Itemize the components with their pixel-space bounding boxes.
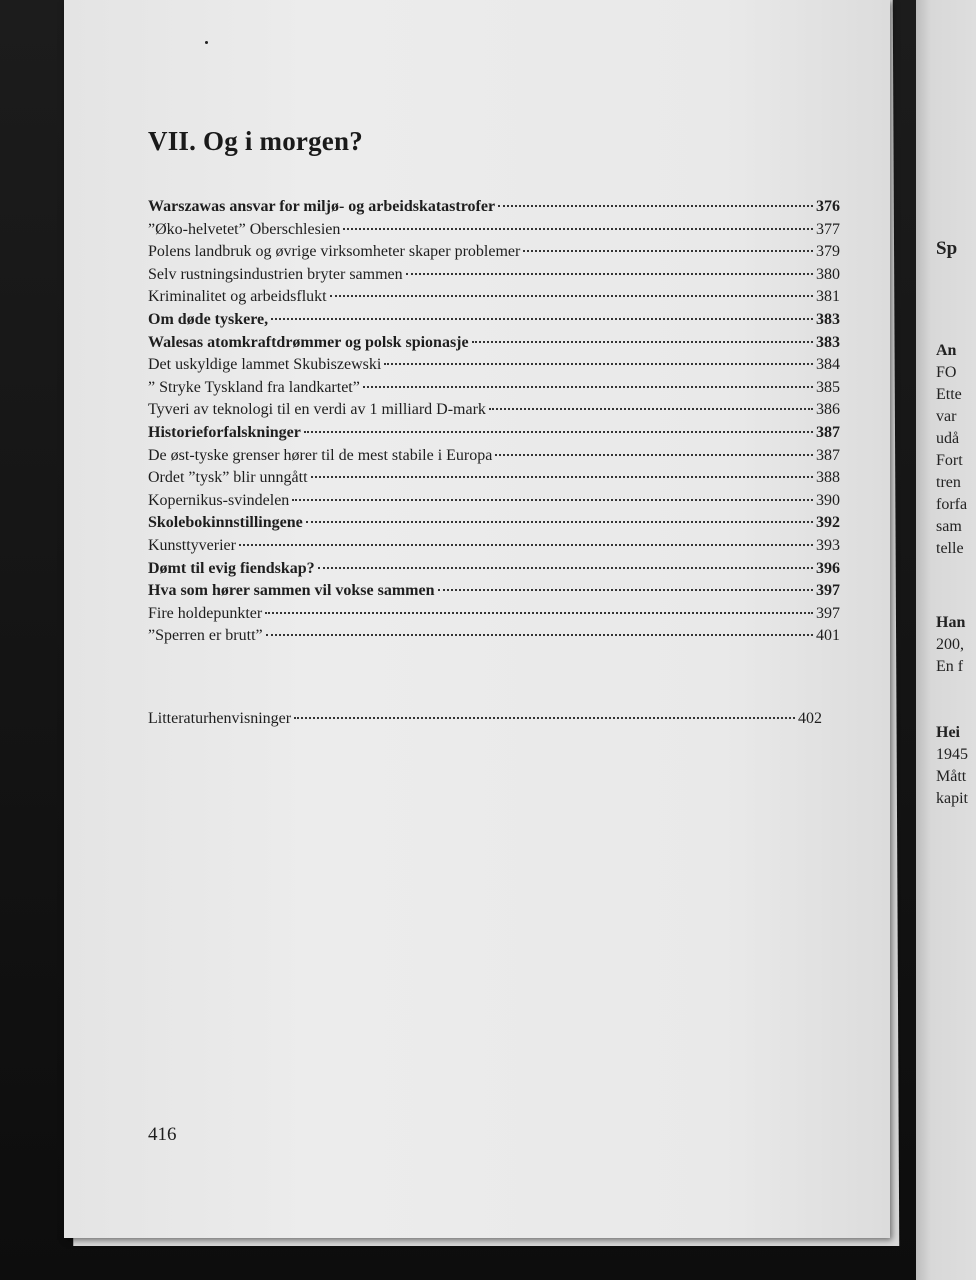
toc-entry [148, 243, 840, 266]
toc-entry-page: 397 [816, 582, 840, 600]
toc-entry [148, 356, 840, 379]
toc-entry-references [148, 710, 822, 733]
toc-entry-page: 392 [816, 514, 840, 532]
toc-entry-page: 390 [816, 491, 840, 509]
toc-entry-title: De øst-tyske grenser hører til de mest stabile i Europa [148, 446, 493, 464]
toc-entry-title: Walesas atomkraftdrømmer og polsk spionasje [148, 333, 469, 351]
dot-leader [306, 521, 813, 523]
toc-entry-page: 376 [816, 198, 840, 215]
facing-page-text-fragment: Han [936, 614, 966, 631]
toc-entry [148, 379, 840, 402]
page-number: 416 [148, 1124, 177, 1145]
dot-leader [239, 544, 813, 546]
facing-page-text-fragment: Sp [936, 238, 958, 259]
facing-page-text-fragment: An [936, 342, 957, 359]
toc-entry-page: 397 [816, 604, 840, 622]
toc-entry-page: 387 [816, 423, 840, 441]
chapter-title: VII. Og i morgen? [148, 126, 363, 156]
toc-entry [148, 198, 840, 221]
facing-page-text-fragment: sam [936, 518, 962, 535]
dot-leader [438, 589, 813, 591]
toc-entry-title: ”Øko-helvetet” Oberschlesien [148, 220, 341, 238]
toc-entry-title: Skolebokinnstillingene [148, 514, 303, 532]
toc-entry-page: 384 [816, 356, 840, 374]
dot-leader [498, 205, 813, 207]
dot-leader [294, 717, 795, 719]
toc-entry-title: Historieforfalskninger [148, 423, 301, 441]
toc-entry-page: 379 [816, 243, 840, 261]
facing-page-text-fragment: tren [936, 474, 961, 491]
dot-leader [266, 634, 813, 636]
facing-page-text-fragment: Hei [936, 724, 960, 741]
toc-entry-page: 388 [816, 469, 840, 487]
toc-entry-title: Selv rustningsindustrien bryter sammen [148, 265, 403, 283]
toc-entry [148, 424, 840, 447]
toc-entry [148, 266, 840, 289]
toc-entry-title: Kriminalitet og arbeidsflukt [148, 288, 327, 306]
toc-entry [148, 288, 840, 311]
facing-page-text-fragment: forfa [936, 496, 968, 513]
dot-leader [406, 273, 813, 275]
toc-entry-title: ” Stryke Tyskland fra landkartet” [148, 378, 360, 396]
dot-leader [318, 567, 813, 569]
dot-leader [330, 295, 813, 297]
toc-entry-page: 377 [816, 220, 840, 238]
toc-entry [148, 401, 840, 424]
book-page-right [916, 0, 976, 1280]
dot-leader [265, 612, 813, 614]
dot-leader [363, 386, 813, 388]
toc-entry-title: Kopernikus-svindelen [148, 491, 290, 509]
toc-entry [148, 221, 840, 244]
toc-entry [148, 469, 840, 492]
dot-leader [292, 499, 813, 501]
dot-leader [495, 454, 813, 456]
toc-entry-page: 402 [798, 710, 822, 727]
toc-entry [148, 537, 840, 560]
toc-entry-title: Dømt til evig fiendskap? [148, 559, 315, 577]
dot-leader [472, 341, 813, 343]
dot-leader [311, 476, 813, 478]
toc-entry [148, 582, 840, 605]
dot-leader [343, 228, 813, 230]
dot-leader [489, 408, 813, 410]
facing-page-text-fragment: telle [936, 540, 964, 557]
dot-leader [304, 431, 813, 433]
toc-entry-page: 393 [816, 536, 840, 554]
toc-entry [148, 334, 840, 357]
table-of-contents [148, 198, 840, 650]
toc-entry-title: Tyveri av teknologi til en verdi av 1 milliard D-mark [148, 401, 486, 419]
facing-page-text-fragment: 200, [936, 636, 964, 653]
toc-entry [148, 492, 840, 515]
facing-page-text-fragment: Fort [936, 452, 963, 469]
toc-entry-page: 401 [816, 627, 840, 645]
toc-entry-page: 383 [816, 333, 840, 351]
toc-entry-title: ”Sperren er brutt” [148, 627, 263, 645]
toc-entry-page: 386 [816, 401, 840, 419]
toc-entry-title: Kunsttyverier [148, 536, 236, 554]
toc-entry [148, 605, 840, 628]
facing-page-text-fragment: Mått [936, 768, 967, 785]
toc-entry-title: Hva som hører sammen vil vokse sammen [148, 582, 435, 600]
paper-speck [205, 41, 208, 44]
toc-entry-page: 380 [816, 265, 840, 283]
facing-page-text-fragment: FO [936, 364, 957, 381]
toc-entry-title: Fire holdepunkter [148, 604, 263, 622]
facing-page-text-fragment: kapit [936, 790, 968, 807]
dot-leader [271, 318, 813, 320]
toc-entry-title: Om døde tyskere, [148, 310, 269, 328]
toc-entry-page: 381 [816, 288, 840, 306]
toc-entry-title: Det uskyldige lammet Skubiszewski [148, 356, 382, 374]
toc-entry [148, 311, 840, 334]
toc-entry [148, 447, 840, 470]
facing-page-text-fragment: Ette [936, 386, 962, 403]
toc-entry [148, 560, 840, 583]
facing-page-text-fragment: 1945 [936, 746, 968, 763]
toc-entry-title: Polens landbruk og øvrige virksomheter skaper problemer [148, 243, 521, 261]
dot-leader [523, 250, 813, 252]
toc-entry-page: 385 [816, 378, 840, 396]
toc-entry-page: 387 [816, 446, 840, 464]
toc-entry [148, 514, 840, 537]
dot-leader [384, 363, 813, 365]
toc-entry-title: Warszawas ansvar for miljø- og arbeidskatastrofer [148, 198, 496, 215]
toc-entry [148, 627, 840, 650]
facing-page-text-fragment: udå [936, 430, 960, 447]
facing-page-text-fragment: var [936, 408, 957, 425]
toc-entry-page: 383 [816, 310, 840, 328]
toc-entry-title: Litteraturhenvisninger [148, 710, 292, 727]
toc-entry-title: Ordet ”tysk” blir unngått [148, 469, 308, 487]
toc-entry-page: 396 [816, 559, 840, 577]
facing-page-text-fragment: En f [936, 658, 964, 675]
